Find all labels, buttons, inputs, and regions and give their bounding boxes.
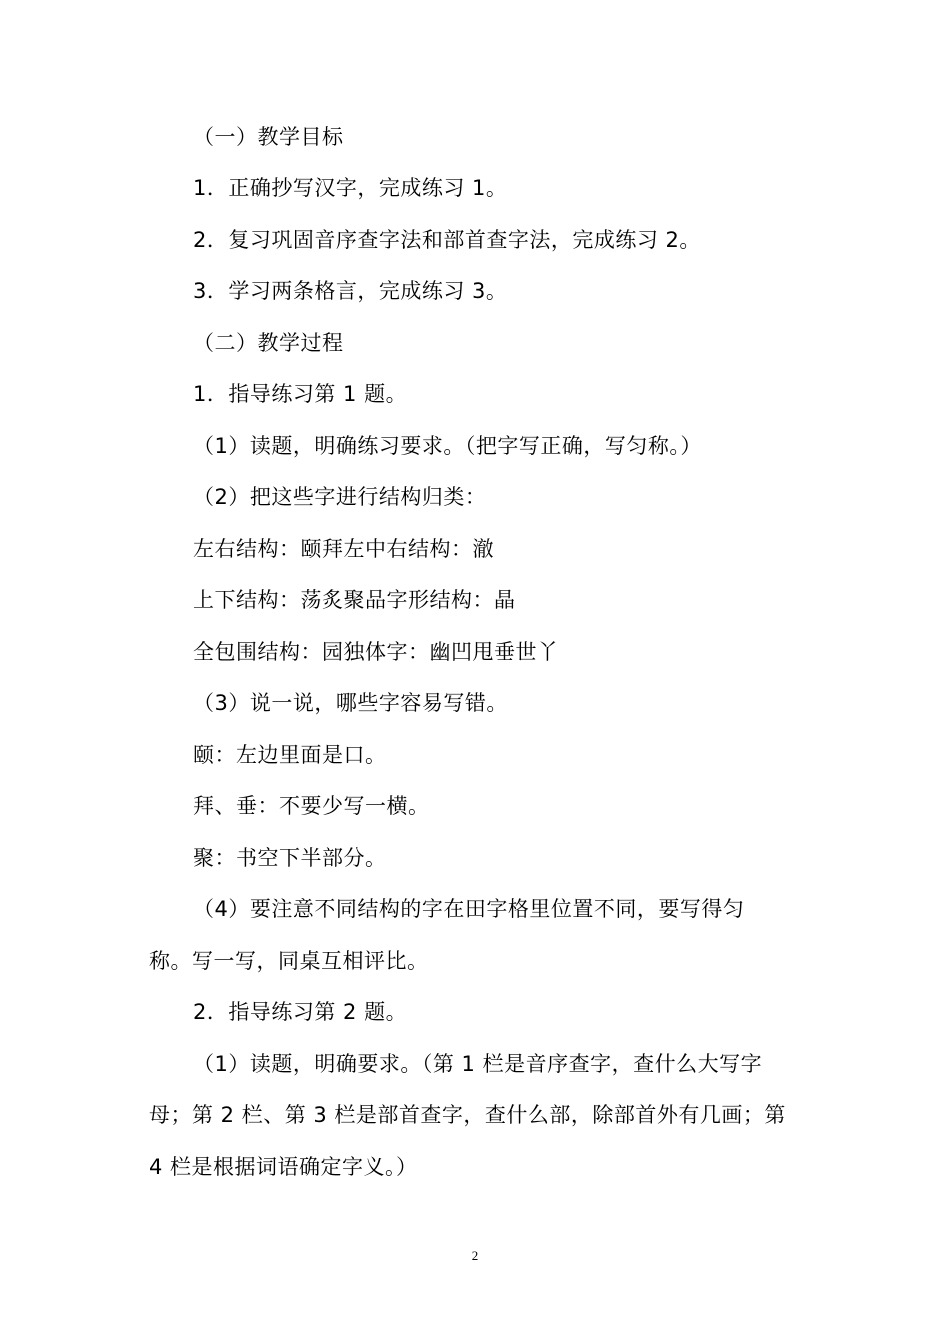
objective-item-2: 2．复习巩固音序查字法和部首查字法，完成练习 2。 — [193, 228, 701, 252]
structure-line-top-bottom: 上下结构：荡炙聚品字形结构：晶 — [193, 588, 516, 612]
process-substep-2: （2）把这些字进行结构归类： — [193, 485, 487, 509]
structure-line-enclosed: 全包围结构：园独体字：幽凹甩垂世丫 — [193, 640, 559, 664]
step-2-substep-1-line-3: 4 栏是根据词语确定字义。） — [149, 1155, 418, 1179]
step-2-substep-1-line-1: （1）读题，明确要求。（第 1 栏是音序查字，查什么大写字 — [193, 1052, 763, 1076]
tip-line-3: 聚：书空下半部分。 — [193, 846, 387, 870]
process-substep-4-line-1: （4）要注意不同结构的字在田字格里位置不同，要写得匀 — [193, 897, 745, 921]
process-substep-3: （3）说一说，哪些字容易写错。 — [193, 691, 508, 715]
structure-line-left-right: 左右结构：颐拜左中右结构：澈 — [193, 537, 494, 561]
process-substep-1: （1）读题，明确练习要求。（把字写正确，写匀称。） — [193, 434, 702, 458]
section-heading-objectives: （一）教学目标 — [193, 125, 344, 149]
section-heading-process: （二）教学过程 — [193, 331, 344, 355]
tip-line-1: 颐：左边里面是口。 — [193, 743, 387, 767]
process-step-1: 1．指导练习第 1 题。 — [193, 382, 408, 406]
objective-item-3: 3．学习两条格言，完成练习 3。 — [193, 279, 508, 303]
objective-item-1: 1．正确抄写汉字，完成练习 1。 — [193, 176, 508, 200]
process-step-2: 2．指导练习第 2 题。 — [193, 1000, 408, 1024]
page-number: 2 — [471, 1248, 479, 1263]
step-2-substep-1-line-2: 母；第 2 栏、第 3 栏是部首查字，查什么部，除部首外有几画；第 — [149, 1103, 786, 1127]
tip-line-2: 拜、垂：不要少写一横。 — [193, 794, 430, 818]
process-substep-4-line-2: 称。写一写，同桌互相评比。 — [149, 949, 429, 973]
